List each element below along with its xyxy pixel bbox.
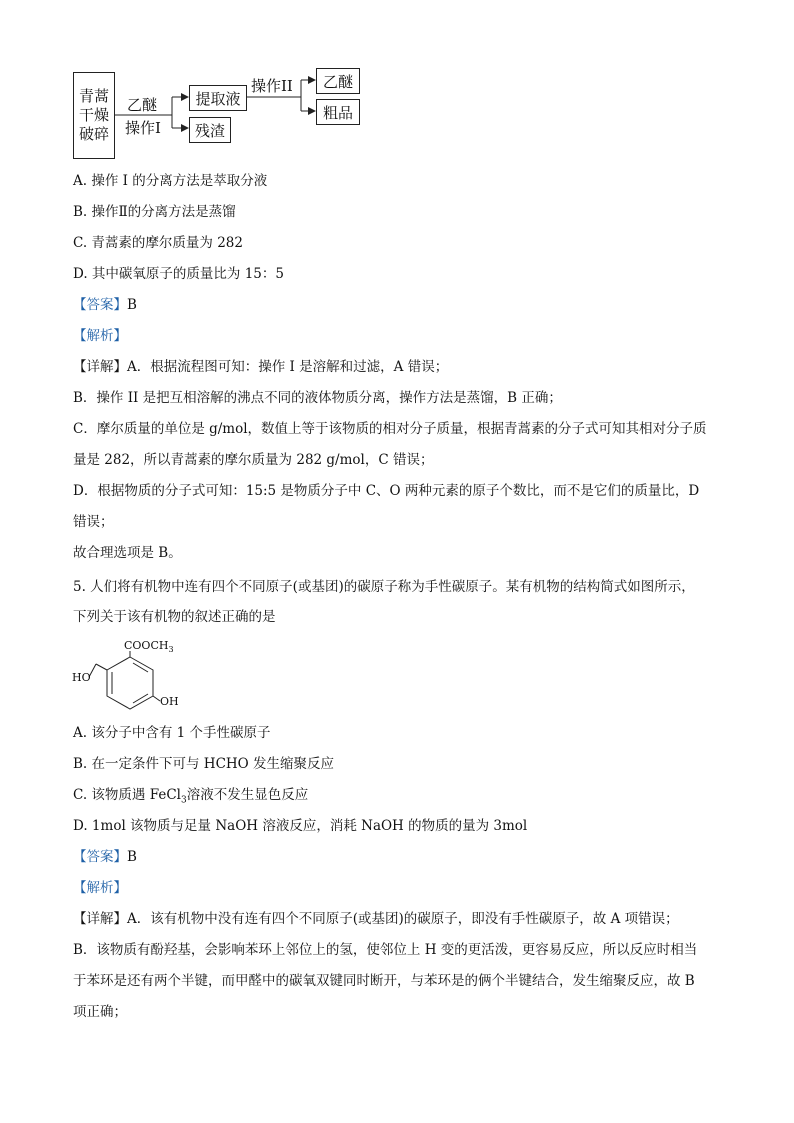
detail-text: A．该有机物中没有连有四个不同原子(或基团)的碳原子，即没有手性碳原子，故 A 项错误；	[127, 911, 679, 927]
q5-detail-b1: B．该物质有酚羟基，会影响苯环上邻位上的氢，使邻位上 H 变的更活泼，更容易反应，所以反应时相当	[73, 942, 698, 958]
start-line-2: 干燥	[78, 106, 109, 124]
start-line-1: 青蒿	[78, 87, 109, 105]
q4-option-b: B. 操作Ⅱ的分离方法是蒸馏	[73, 204, 236, 220]
start-line-3: 破碎	[78, 125, 109, 143]
ether-box: 乙醚	[316, 68, 360, 94]
phenol-label: OH	[160, 695, 179, 708]
detail-text: A．根据流程图可知：操作 I 是溶解和过滤，A 错误；	[127, 359, 449, 375]
q4-analysis-tag: 【解析】	[73, 328, 127, 344]
q5-option-a: A. 该分子中含有 1 个手性碳原子	[73, 725, 271, 741]
q4-detail-d1: D．根据物质的分子式可知：15:5 是物质分子中 C、O 两种元素的原子个数比，而不是它们的质量比，D	[73, 483, 700, 499]
opt-c-sub: 3	[181, 795, 187, 806]
opt-c-pre: C. 该物质遇 FeCl	[73, 787, 181, 803]
detail-tag: 【详解】	[73, 911, 127, 927]
op1-label: 操作I	[125, 119, 161, 137]
reagent-label: 乙醚	[127, 96, 158, 114]
q5-answer	[73, 848, 137, 866]
q4-detail-c1: C．摩尔质量的单位是 g/mol，数值上等于该物质的相对分子质量，根据青蒿素的分子式可知其相对分子质	[73, 421, 707, 437]
q5-analysis-tag: 【解析】	[73, 880, 127, 896]
opt-c-post: 溶液不发生显色反应	[186, 787, 309, 803]
q4-conclusion: 故合理选项是 B。	[73, 545, 182, 561]
q5-detail-b2: 于苯环是还有两个半键，而甲醛中的碳氧双键同时断开，与苯环是的俩个半键结合，发生缩聚反应，故 B	[73, 973, 695, 989]
hydroxymethyl-label: HO	[72, 671, 91, 684]
q4-option-c: C. 青蒿素的摩尔质量为 282	[73, 235, 243, 251]
ester-subscript: 3	[168, 645, 174, 655]
answer-tag: 【答案】	[73, 297, 127, 313]
q5-option-d: D. 1mol 该物质与足量 NaOH 溶液反应，消耗 NaOH 的物质的量为 3mol	[73, 818, 528, 834]
q5-option-c	[73, 786, 308, 810]
residue-box: 残渣	[189, 117, 231, 143]
q5-detail-a	[73, 910, 679, 928]
ester-group	[124, 639, 174, 654]
q4-detail-d2: 错误；	[73, 514, 114, 530]
q5-stem-1: 5. 人们将有机物中连有四个不同原子(或基团)的碳原子称为手性碳原子。某有机物的结构简式如图所示，	[73, 579, 695, 595]
q4-detail-c2: 量是 282，所以青蒿素的摩尔质量为 282 g/mol，C 错误；	[73, 452, 434, 468]
answer-value: B	[127, 297, 137, 313]
ester-text: COOCH	[124, 639, 169, 652]
detail-tag: 【详解】	[73, 359, 127, 375]
q4-option-a: A. 操作 I 的分离方法是萃取分液	[73, 173, 268, 189]
q5-stem-2: 下列关于该有机物的叙述正确的是	[73, 609, 276, 625]
answer-value: B	[127, 849, 137, 865]
op2-label: 操作II	[251, 77, 293, 95]
extract-box: 提取液	[189, 85, 247, 111]
q4-option-d: D. 其中碳氧原子的质量比为 15：5	[73, 266, 284, 282]
q5-detail-b3: 项正确；	[73, 1004, 127, 1020]
crude-box: 粗品	[316, 99, 360, 125]
answer-tag: 【答案】	[73, 849, 127, 865]
q4-detail-b: B．操作 II 是把互相溶解的沸点不同的液体物质分离，操作方法是蒸馏，B 正确；	[73, 390, 562, 406]
q5-option-b: B. 在一定条件下可与 HCHO 发生缩聚反应	[73, 756, 335, 772]
